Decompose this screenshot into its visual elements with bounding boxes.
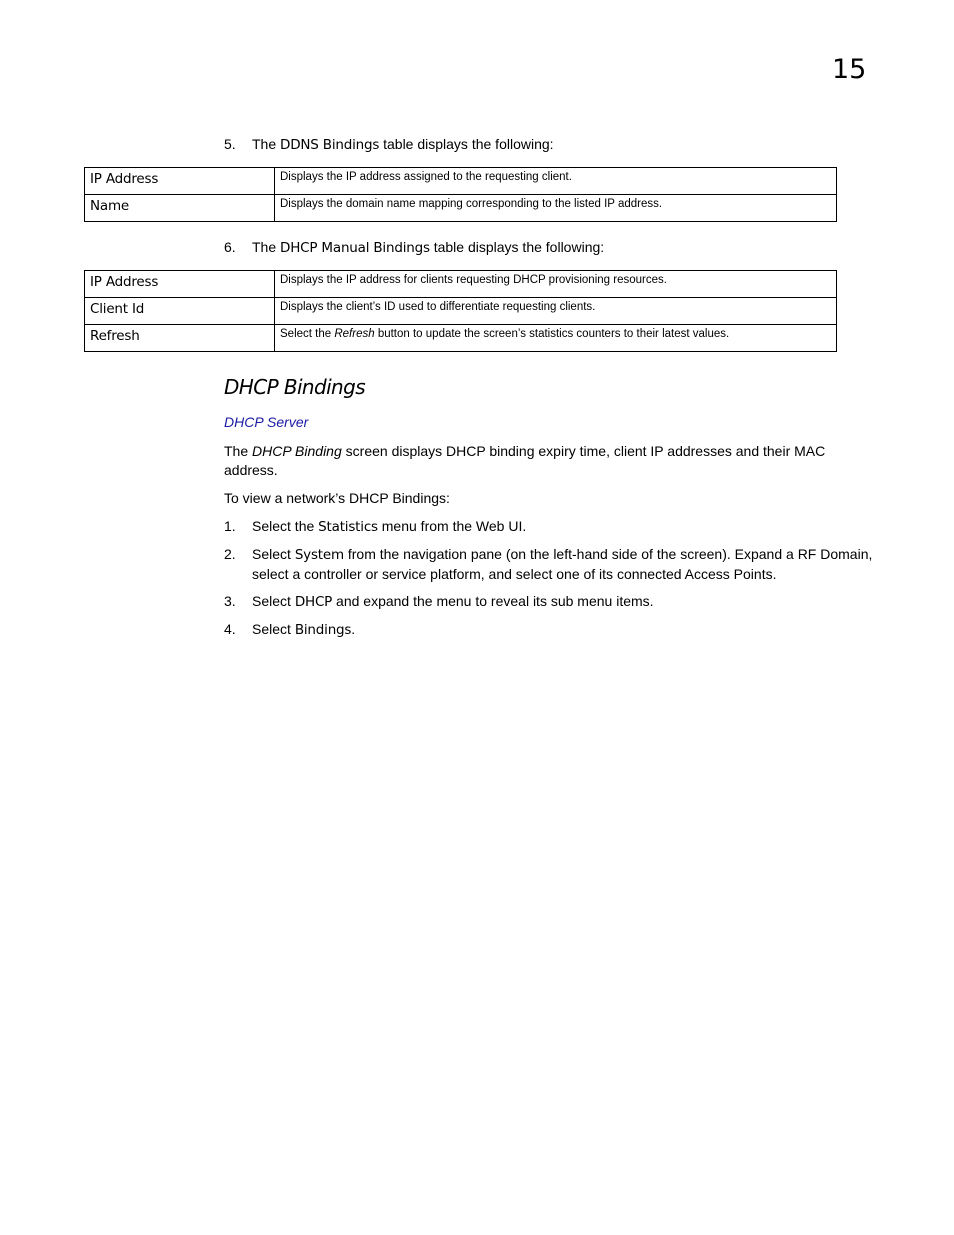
procedure-step [224, 517, 874, 537]
table-term: Client Id [85, 298, 275, 325]
keyword-dhcp: DHCP [294, 594, 333, 610]
dhcp-manual-bindings-table [84, 270, 837, 352]
keyword-bindings: Bindings [294, 622, 352, 638]
text-fragment: . [351, 621, 356, 637]
section-intro [224, 442, 864, 480]
procedure-step [224, 620, 874, 640]
step-number: 6. [224, 239, 236, 255]
step-number: 4. [224, 621, 236, 637]
table-description: Displays the IP address assigned to the requesting client. [275, 168, 837, 195]
text-fragment: screen displays DHCP binding expiry time, client IP addresses and their MAC address. [224, 443, 826, 478]
text-fragment: table displays the following: [429, 239, 605, 255]
text-fragment: Select [252, 593, 295, 609]
step-text [252, 517, 874, 537]
text-fragment: from the navigation pane (on the left-hand side of the screen). Expand a RF Domain, select a controller or service platform, and select one of its connected Access Points. [252, 546, 873, 582]
keyword-statistics: Statistics [318, 519, 378, 535]
ddns-bindings-table [84, 167, 837, 222]
procedure-step [224, 592, 874, 612]
view-instructions: To view a network’s DHCP Bindings: [224, 490, 450, 506]
text-fragment: The [224, 443, 253, 459]
keyword-dhcp-manual-bindings: DHCP Manual Bindings [280, 240, 430, 256]
step-number: 2. [224, 546, 236, 562]
step-number: 5. [224, 136, 236, 152]
step-number: 3. [224, 593, 236, 609]
text-fragment: Select [252, 546, 295, 562]
keyword-ddns-bindings: DDNS Bindings [280, 137, 380, 153]
text-fragment: and expand the menu to reveal its sub menu items. [332, 593, 654, 609]
step-text [252, 238, 874, 258]
table-term: Refresh [85, 325, 275, 352]
table-row [85, 271, 837, 298]
step-text [252, 135, 874, 155]
text-fragment: table displays the following: [379, 136, 554, 152]
table-description: Displays the IP address for clients requesting DHCP provisioning resources. [275, 271, 837, 298]
table-description: Displays the client’s ID used to differentiate requesting clients. [275, 298, 837, 325]
table-row [85, 195, 837, 222]
table-row [85, 325, 837, 352]
table-term: IP Address [85, 168, 275, 195]
section-title: DHCP Bindings [224, 375, 366, 399]
step-ddns-intro [224, 135, 874, 155]
text-fragment: The [252, 136, 281, 152]
table-description [275, 325, 837, 352]
text-fragment: The [252, 239, 281, 255]
chapter-number: 15 [832, 54, 867, 85]
step-text [252, 545, 874, 584]
text-fragment: menu from the Web UI. [377, 518, 527, 534]
emphasis-refresh: Refresh [334, 328, 375, 340]
text-fragment: Select the [280, 328, 335, 340]
procedure-step [224, 545, 874, 584]
table-description: Displays the domain name mapping corresponding to the listed IP address. [275, 195, 837, 222]
dhcp-server-link[interactable]: DHCP Server [224, 414, 309, 430]
step-text [252, 620, 874, 640]
table-row [85, 298, 837, 325]
emphasis-dhcp-binding: DHCP Binding [252, 443, 342, 459]
step-manual-intro [224, 238, 874, 258]
text-fragment: Select the [252, 518, 319, 534]
step-number: 1. [224, 518, 236, 534]
table-row [85, 168, 837, 195]
keyword-system: System [294, 547, 344, 563]
table-term: IP Address [85, 271, 275, 298]
table-term: Name [85, 195, 275, 222]
text-fragment: button to update the screen’s statistics counters to their latest values. [374, 328, 730, 340]
text-fragment: Select [252, 621, 295, 637]
step-text [252, 592, 874, 612]
